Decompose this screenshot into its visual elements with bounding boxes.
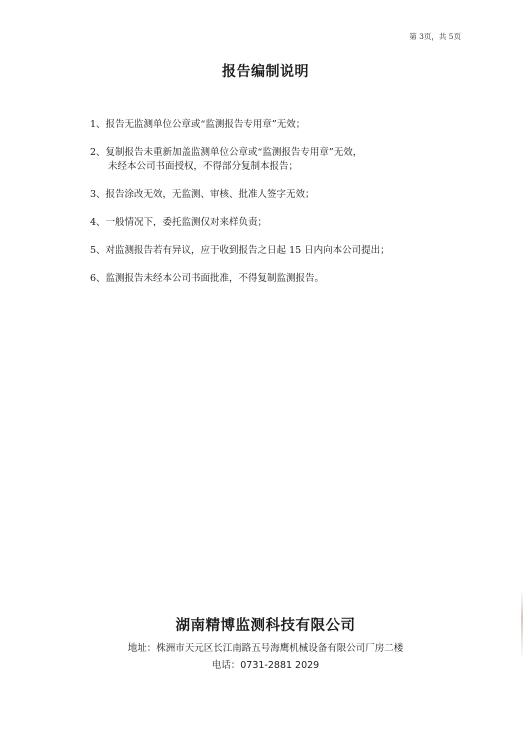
list-item: 3、报告涂改无效，无监测、审核、批准人签字无效；	[90, 189, 315, 200]
page-edge-mark	[521, 590, 523, 660]
instruction-list	[90, 118, 490, 300]
list-item-continuation: 未经本公司书面授权，不得部分复制本报告；	[108, 161, 299, 172]
company-name: 湖南精博监测科技有限公司	[175, 618, 356, 634]
list-item: 1、报告无监测单位公章或“监测报告专用章”无效；	[90, 119, 306, 130]
page-title: 报告编制说明	[222, 64, 309, 80]
list-item: 4、一般情况下，委托监测仅对来样负责；	[90, 217, 268, 228]
list-item: 6、监测报告未经本公司书面批准，不得复制监测报告。	[90, 273, 325, 284]
list-item: 5、对监测报告若有异议，应于收到报告之日起 15 日内向本公司提出；	[90, 245, 390, 256]
company-address: 地址：株洲市天元区长江南路五号海鹰机械设备有限公司厂房二楼	[127, 643, 404, 654]
company-phone: 电话：0731-2881 2029	[211, 660, 320, 671]
page-indicator: 第 3页，共 5页	[409, 32, 461, 41]
list-item: 2、复制报告未重新加盖监测单位公章或“监测报告专用章”无效，	[90, 147, 363, 158]
